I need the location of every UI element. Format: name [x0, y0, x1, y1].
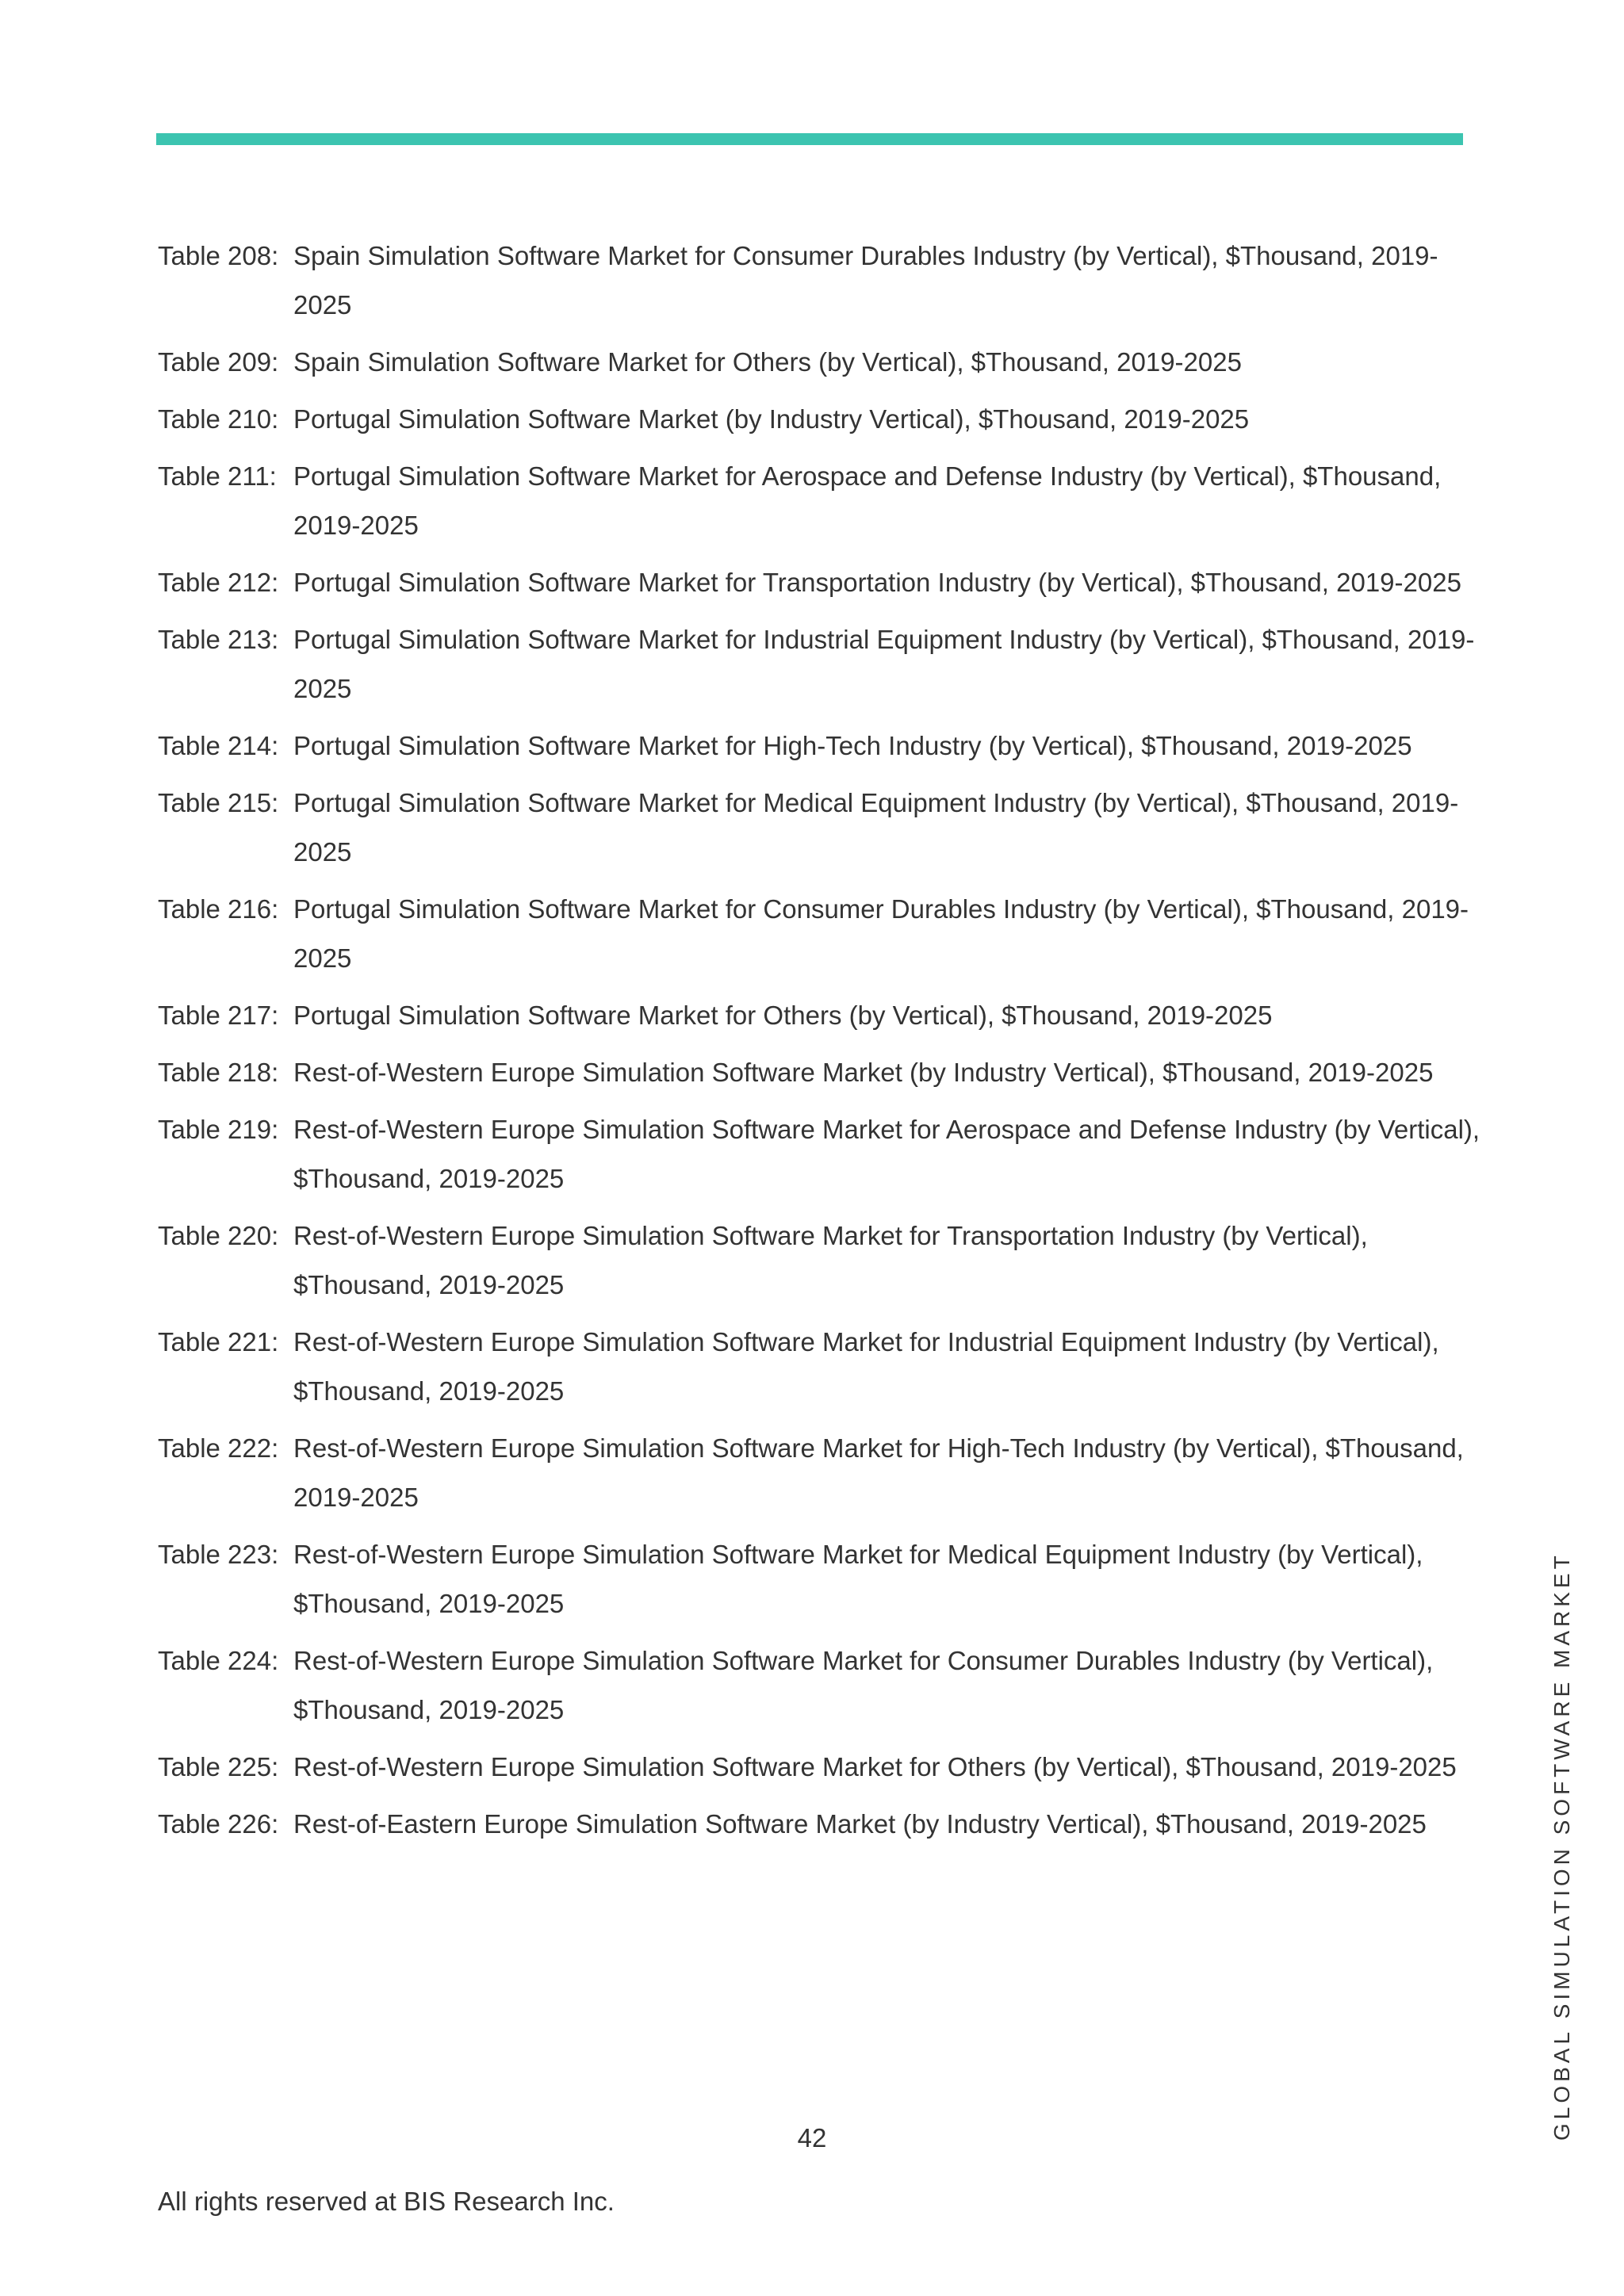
toc-item-title: Rest-of-Western Europe Simulation Software Market for Transportation Industry (by Vertical), $Thousand, 2019-2025 — [293, 1221, 1368, 1299]
toc-item-label: Table 221: — [158, 1327, 279, 1357]
toc-item[interactable] — [158, 1105, 1490, 1203]
toc-item-label: Table 226: — [158, 1809, 279, 1839]
toc-item-title: Portugal Simulation Software Market for Transportation Industry (by Vertical), $Thousand, 2019-2025 — [293, 568, 1461, 597]
toc-item-title: Portugal Simulation Software Market for Industrial Equipment Industry (by Vertical), $Thousand, 2019-2025 — [293, 625, 1475, 703]
toc-item-label: Table 219: — [158, 1115, 279, 1144]
toc-item[interactable] — [158, 1743, 1490, 1792]
toc-item-label: Table 222: — [158, 1433, 279, 1463]
toc-item[interactable] — [158, 615, 1490, 714]
toc-item-label: Table 223: — [158, 1540, 279, 1569]
toc-item-title: Rest-of-Eastern Europe Simulation Software Market (by Industry Vertical), $Thousand, 2019-2025 — [293, 1809, 1427, 1839]
toc-item-label: Table 215: — [158, 788, 279, 817]
toc-item-label: Table 208: — [158, 241, 279, 270]
toc-item[interactable] — [158, 1424, 1490, 1522]
toc-item-title: Rest-of-Western Europe Simulation Software Market for Others (by Vertical), $Thousand, 2019-2025 — [293, 1752, 1457, 1781]
toc-item-title: Rest-of-Western Europe Simulation Software Market for Industrial Equipment Industry (by Vertical), $Thousand, 2019-2025 — [293, 1327, 1439, 1406]
page-number: 42 — [797, 2123, 827, 2152]
toc-item-label: Table 213: — [158, 625, 279, 654]
toc-item-title: Rest-of-Western Europe Simulation Software Market for Consumer Durables Industry (by Vertical), $Thousand, 2019-2025 — [293, 1646, 1434, 1724]
toc-item[interactable] — [158, 1636, 1490, 1735]
toc-item-label: Table 225: — [158, 1752, 279, 1781]
toc-item[interactable] — [158, 558, 1490, 607]
toc-item[interactable] — [158, 779, 1490, 877]
toc-item-title: Rest-of-Western Europe Simulation Software Market for Medical Equipment Industry (by Vertical), $Thousand, 2019-2025 — [293, 1540, 1423, 1618]
toc-item-label: Table 220: — [158, 1221, 279, 1250]
toc-item[interactable] — [158, 991, 1490, 1040]
toc-item-title: Portugal Simulation Software Market for Consumer Durables Industry (by Vertical), $Thousand, 2019-2025 — [293, 894, 1469, 973]
toc-item-title: Portugal Simulation Software Market for Aerospace and Defense Industry (by Vertical), $Thousand, 2019-2025 — [293, 461, 1442, 540]
footer-copyright: All rights reserved at BIS Research Inc. — [158, 2187, 615, 2216]
toc-item-title: Rest-of-Western Europe Simulation Software Market for High-Tech Industry (by Vertical), $Thousand, 2019-2025 — [293, 1433, 1464, 1512]
side-running-title: GLOBAL SIMULATION SOFTWARE MARKET — [1549, 1552, 1574, 2141]
toc-item-label: Table 224: — [158, 1646, 279, 1675]
toc-item[interactable] — [158, 1318, 1490, 1416]
toc-item[interactable] — [158, 1800, 1490, 1849]
toc-item-title: Portugal Simulation Software Market for Others (by Vertical), $Thousand, 2019-2025 — [293, 1001, 1273, 1030]
toc-item-title: Rest-of-Western Europe Simulation Software Market for Aerospace and Defense Industry (by Vertical), $Thousand, 2019-2025 — [293, 1115, 1480, 1193]
header-accent-bar — [156, 133, 1463, 145]
toc-item-title: Spain Simulation Software Market for Others (by Vertical), $Thousand, 2019-2025 — [293, 347, 1242, 377]
toc-item-title: Portugal Simulation Software Market (by Industry Vertical), $Thousand, 2019-2025 — [293, 404, 1250, 434]
toc-item-label: Table 209: — [158, 347, 279, 377]
toc-item-label: Table 217: — [158, 1001, 279, 1030]
toc-item-label: Table 214: — [158, 731, 279, 760]
toc-item-label: Table 212: — [158, 568, 279, 597]
toc-item[interactable] — [158, 885, 1490, 983]
toc-item-title: Rest-of-Western Europe Simulation Software Market (by Industry Vertical), $Thousand, 2019-2025 — [293, 1058, 1434, 1087]
toc-item[interactable] — [158, 395, 1490, 444]
toc-item-label: Table 211: — [158, 461, 277, 491]
toc-item-title: Portugal Simulation Software Market for High-Tech Industry (by Vertical), $Thousand, 2019-2025 — [293, 731, 1412, 760]
toc-item-label: Table 216: — [158, 894, 279, 924]
toc-item[interactable] — [158, 1048, 1490, 1097]
toc-item[interactable] — [158, 452, 1490, 550]
toc-item[interactable] — [158, 1211, 1490, 1310]
toc-item[interactable] — [158, 338, 1490, 387]
toc-item[interactable] — [158, 1530, 1490, 1628]
toc-item-label: Table 218: — [158, 1058, 279, 1087]
toc-item[interactable] — [158, 232, 1490, 330]
toc-item-label: Table 210: — [158, 404, 279, 434]
table-of-contents-list — [158, 232, 1490, 1857]
toc-item-title: Portugal Simulation Software Market for Medical Equipment Industry (by Vertical), $Thousand, 2019-2025 — [293, 788, 1459, 867]
toc-item-title: Spain Simulation Software Market for Consumer Durables Industry (by Vertical), $Thousand, 2019-2025 — [293, 241, 1438, 320]
toc-item[interactable] — [158, 721, 1490, 771]
